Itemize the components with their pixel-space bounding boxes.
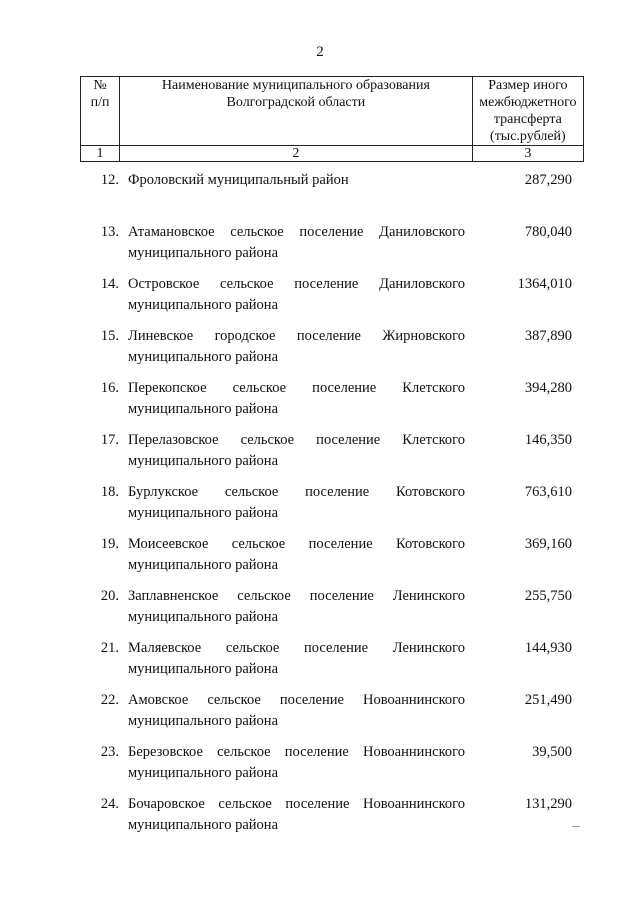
municipality-name [128,430,465,472]
municipality-name-line: Фроловский муниципальный район [128,172,349,188]
row-number: 17. [100,432,119,448]
header-row [81,77,584,146]
row-number: 12. [100,172,119,188]
municipality-name [128,222,465,264]
municipality-name-line: муниципального района [128,765,278,781]
table-row [80,742,584,794]
municipality-name-line: Линевское городское поселение Жирновского [128,328,465,344]
row-number: 16. [100,380,119,396]
municipality-name [128,534,465,576]
transfer-amount: 287,290 [524,172,572,188]
table-row [80,222,584,274]
table-row [80,586,584,638]
transfer-amount: 1364,010 [517,276,572,292]
row-number: 18. [100,484,119,500]
municipality-name-line: муниципального района [128,661,278,677]
municipality-name-line: муниципального района [128,245,278,261]
header-amount-cell [472,77,583,146]
table-row [80,794,584,846]
municipality-name-line: Березовское сельское поселение Новоаннинского [128,744,465,760]
row-number: 19. [100,536,119,552]
municipality-name-line: муниципального района [128,713,278,729]
table-row [80,482,584,534]
municipality-name-line: Маляевское сельское поселение Ленинского [128,640,465,656]
row-number: 21. [100,640,119,656]
municipality-name [128,794,465,836]
municipality-name [128,586,465,628]
municipality-name-line: Бурлукское сельское поселение Котовского [128,484,465,500]
header-amount-line: трансферта [493,112,562,127]
header-amount-line: Размер иного [488,78,568,93]
municipality-name-line: муниципального района [128,505,278,521]
transfer-amount: 251,490 [524,692,572,708]
municipality-name-line: Перелазовское сельское поселение Клетского [128,432,465,448]
table-row [80,378,584,430]
municipality-name [128,170,465,191]
column-number: 3 [472,146,583,162]
transfer-amount: 39,500 [532,744,572,760]
municipality-name-line: Амовское сельское поселение Новоаннинского [128,692,465,708]
transfer-amount: 144,930 [524,640,572,656]
column-number: 1 [81,146,120,162]
transfer-amount: 387,890 [524,328,572,344]
municipality-name-line: Островское сельское поселение Даниловского [128,276,465,292]
table-row [80,638,584,690]
scan-mark [572,826,580,827]
table-row [80,690,584,742]
table-row [80,170,584,222]
transfer-amount: 255,750 [524,588,572,604]
column-number: 2 [120,146,473,162]
header-name-line: Волгоградской области [226,95,366,110]
row-number: 20. [100,588,119,604]
header-name-cell [120,77,473,146]
table-row [80,534,584,586]
municipality-name-line: Бочаровское сельское поселение Новоаннинского [128,796,465,812]
transfer-amount: 780,040 [524,224,572,240]
municipality-name-line: муниципального района [128,297,278,313]
table-row [80,430,584,482]
row-number: 24. [100,796,119,812]
municipality-name-line: муниципального района [128,817,278,833]
header-number-cell [81,77,120,146]
municipality-name [128,690,465,732]
row-number: 15. [100,328,119,344]
municipality-name-line: Моисеевское сельское поселение Котовского [128,536,465,552]
row-number: 23. [100,744,119,760]
municipality-name-line: муниципального района [128,453,278,469]
table-header [80,76,584,162]
transfer-amount: 146,350 [524,432,572,448]
municipality-name-line: Перекопское сельское поселение Клетского [128,380,465,396]
transfer-amount: 369,160 [524,536,572,552]
transfer-amount: 763,610 [524,484,572,500]
header-amount-line: (тыс.рублей) [490,129,566,144]
municipality-name-line: муниципального района [128,609,278,625]
municipality-name [128,742,465,784]
transfer-amount: 131,290 [524,796,572,812]
municipality-name [128,274,465,316]
municipality-name-line: Атамановское сельское поселение Даниловского [128,224,465,240]
transfer-amount: 394,280 [524,380,572,396]
municipality-name-line: муниципального района [128,557,278,573]
page-number: 2 [316,44,324,60]
header-number-line: № [93,78,107,93]
municipality-name [128,482,465,524]
municipality-name [128,326,465,368]
column-number-row [81,146,584,162]
row-number: 22. [100,692,119,708]
municipality-name-line: Заплавненское сельское поселение Ленинского [128,588,465,604]
municipality-name-line: муниципального района [128,349,278,365]
row-number: 13. [100,224,119,240]
table-body [80,170,584,846]
table-row [80,274,584,326]
header-name-line: Наименование муниципального образования [161,78,430,93]
municipality-name [128,638,465,680]
row-number: 14. [100,276,119,292]
table-row [80,326,584,378]
header-amount-line: межбюджетного [479,95,577,110]
municipality-name [128,378,465,420]
header-number-line: п/п [90,95,110,110]
municipality-name-line: муниципального района [128,401,278,417]
